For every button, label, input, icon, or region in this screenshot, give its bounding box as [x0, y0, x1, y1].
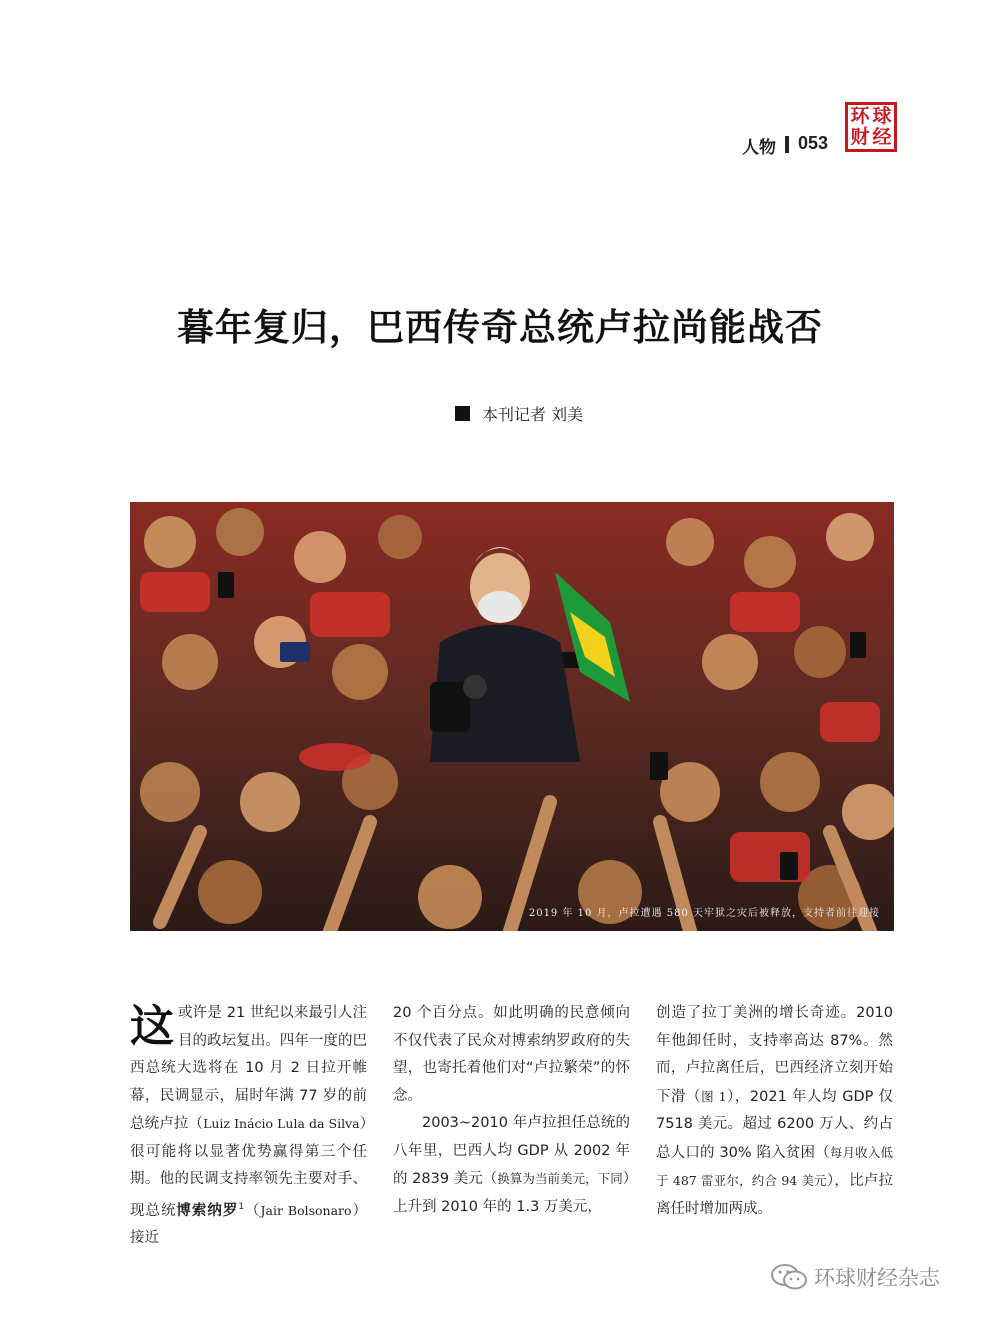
bold-name: 博索纳罗: [176, 1202, 239, 1219]
article-title: 暮年复归，巴西传奇总统卢拉尚能战否: [177, 306, 823, 349]
lead-photo: [130, 502, 894, 931]
seal-char: 环: [850, 105, 870, 127]
article-column-1: [130, 1000, 367, 1252]
text-run: ）上升到 2010 年的 1.3 万美元，: [393, 1171, 630, 1215]
photo-caption: 2019 年 10 月，卢拉遭遇 580 天牢狱之灾后被释放，支持者前往迎接: [528, 908, 880, 919]
page-number: 053: [798, 133, 829, 153]
text-run: ），比卢拉离任时增加两成。: [656, 1173, 893, 1217]
text-run: 2003~2010 年卢拉担任总统的八年里，巴西人均 GDP 从 2002 年的 2839 美元（: [393, 1115, 630, 1187]
paragraph: [130, 1000, 367, 1252]
section-label: 人物: [742, 138, 776, 158]
magazine-seal-logo: [845, 102, 897, 152]
drop-cap: 这: [130, 1001, 174, 1052]
figure-reference: 图 1: [701, 1088, 727, 1104]
watermark-text: 环球财经杂志: [814, 1266, 940, 1290]
text-run: ）很可能将以显著优势赢得第三个任期。他的民调支持率领先主要对手、现总统: [130, 1116, 368, 1219]
byline-text: 本刊记者 刘美: [482, 405, 584, 424]
text-run: 创造了拉丁美洲的增长奇迹。2010 年他卸任时，支持率高达 87%。然而，卢拉离任后，巴西经济立刻开始下滑（: [656, 1005, 893, 1105]
text-run: ），2021 年人均 GDP 仅 7518 美元。超过 6200 万人、约占总人口的 30% 陷入贫困（: [656, 1088, 893, 1161]
wechat-icon: [770, 1263, 808, 1291]
paragraph: [656, 1000, 893, 1223]
crowd-photo-illustration: [130, 502, 894, 931]
latin-name: Luiz Inácio Lula da Silva: [203, 1116, 360, 1131]
article-column-2: [393, 1000, 630, 1221]
text-run: 或许是 21 世纪以来最引人注目的政坛复出。四年一度的巴西总统大选将在 10 月 2 日拉开帷幕，民调显示，届时年满 77 岁的前总统卢拉（: [130, 1005, 367, 1132]
byline: [455, 402, 583, 425]
latin-name: Jair Bolsonaro: [260, 1202, 352, 1218]
text-run: ）接近: [130, 1202, 368, 1246]
paragraph: [393, 1110, 630, 1221]
seal-char: 经: [872, 126, 892, 148]
seal-char: 球: [872, 105, 892, 127]
header-divider: [785, 136, 789, 153]
article-column-3: [656, 1000, 893, 1223]
footnote-marker: 1: [238, 1201, 245, 1212]
seal-char: 财: [850, 126, 870, 148]
paragraph: 20 个百分点。如此明确的民意倾向不仅代表了民众对博索纳罗政府的失望，也寄托着他们对“卢拉繁荣”的怀念。: [393, 1005, 630, 1104]
byline-square-icon: [455, 406, 470, 421]
parenthetical-note: 每月收入低于 487 雷亚尔，约合 94 美元: [656, 1144, 893, 1188]
text-run: （: [244, 1202, 261, 1219]
parenthetical-note: 换算为当前美元，下同: [497, 1171, 623, 1186]
wechat-watermark: [770, 1262, 940, 1292]
